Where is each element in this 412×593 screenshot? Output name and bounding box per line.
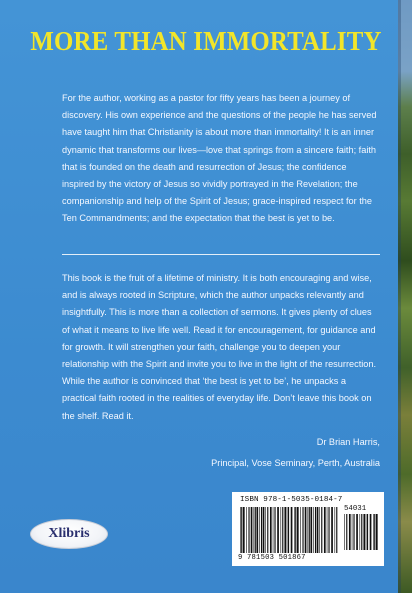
foliage-photo-strip (398, 0, 412, 593)
description-paragraph: For the author, working as a pastor for fifty years has been a journey of discovery. His own experience and the questions of the people he has served have taught him that Christianity is about more than immortality! It is an inner dynamic that transforms our lives—love that springs from a sincere faith; faith that is founded on the death and resurrection of Jesus; the confidence inspired by the victory of Jesus so vividly portrayed in the Revelation; the companionship and help of the Spirit of Jesus; grace-inspired respect for the Ten Commandments; and the expectation that the best is yet to be. (62, 93, 377, 224)
barcode-digits: 9 781503 501867 (238, 554, 306, 562)
endorser-name: Dr Brian Harris, (316, 437, 380, 447)
isbn-barcode (240, 507, 338, 553)
publisher-logo (30, 519, 108, 549)
price-barcode (344, 514, 378, 550)
endorsement-paragraph: This book is the fruit of a lifetime of ministry. It is both encouraging and wise, and is always rooted in Scripture, which the author unpacks relevantly and insightfully. This is more than a collection of sermons. It gives plenty of clues of what it means to live life well. Read it for encouragement, for guidance and for growth. It will strengthen your faith, challenge you to deepen your relationship with the Spirit and invite you to live in the light of the resurrection. While the author is convinced that ‘the best is yet to be’, he unpacks a practical faith rooted in the realities of everyday life. Don’t leave this book on the shelf. Read it. (62, 273, 377, 421)
section-divider (62, 254, 380, 255)
endorser-title: Principal, Vose Seminary, Perth, Australia (211, 458, 380, 468)
book-title: MORE THAN IMMORTALITY (30, 26, 382, 56)
publisher-logo-text: Xlibris (48, 526, 90, 541)
isbn-text: ISBN 978-1-5035-0184-7 (240, 496, 343, 504)
barcode-block (232, 492, 384, 566)
price-code: 54031 (344, 505, 367, 513)
